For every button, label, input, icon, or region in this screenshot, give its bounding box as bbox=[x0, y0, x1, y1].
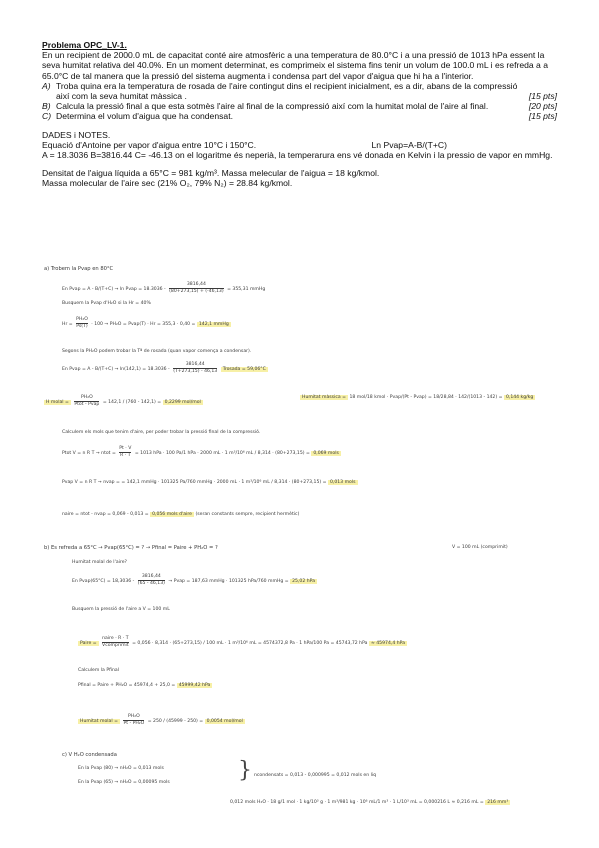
a-ptot-result: 0,069 mols bbox=[313, 451, 339, 456]
b-hmolal bbox=[78, 714, 245, 727]
b-eq bbox=[72, 574, 317, 587]
a-hmass-result: 0,144 kg/kg bbox=[505, 395, 534, 400]
a-dew-den: (T+273,15) - 46,13 bbox=[173, 369, 218, 374]
a-hr-result: 142,1 mmHg bbox=[198, 322, 229, 327]
b-hmolal-num: PH₂O bbox=[123, 714, 144, 721]
c-line1: En la Pvap (80) → nH₂O = 0,013 mols bbox=[78, 766, 164, 771]
a-eq1-num: 3816,44 bbox=[169, 282, 224, 289]
b-hmolal-frac bbox=[123, 714, 144, 727]
c-diff: ncondensats = 0,013 - 0,000995 = 0,012 mols en liq bbox=[254, 773, 377, 778]
a-hmolal-den: Ptot - Pvap bbox=[74, 402, 100, 407]
b-eq-num: 3816,44 bbox=[138, 574, 165, 581]
c-conv bbox=[230, 800, 510, 806]
c-result: 216 mm³ bbox=[487, 800, 509, 805]
a-hr bbox=[62, 317, 231, 330]
b-pfinal-line: Pfinal = Paire + PH₂O = 45974,4 + 25,0 = bbox=[78, 683, 176, 688]
a-hmolal-result: 0,2299 mol/mol bbox=[164, 400, 201, 405]
b-eq-result: 25,02 hPa bbox=[292, 579, 316, 584]
a-eq1-den: (80+273,15) + (-46,13) bbox=[169, 289, 224, 294]
a-hr-right: · 100 → PH₂O = Pvap(T) · Hr = 355,3 · 0,40 = bbox=[91, 322, 196, 327]
b-calc-final: Calculem la Pfinal bbox=[78, 668, 119, 673]
a-hr-left: Hr = bbox=[62, 322, 73, 327]
a-hmolal-frac bbox=[74, 395, 99, 408]
a-dew-note: Segons la PH₂O podem trobar la Tª de rosada (quan vapor comença a condensar). bbox=[62, 349, 252, 354]
a-hr-num: PH₂O bbox=[76, 317, 88, 322]
a-dew-left: En Pvap = A - B/(T+C) → ln(142,1) = 18.3036 - bbox=[62, 367, 170, 372]
question-c bbox=[42, 111, 557, 121]
question-b bbox=[42, 101, 557, 111]
c-heading: c) V H₂O condensada bbox=[62, 752, 117, 758]
antoine-left: Equació d'Antoine per vapor d'aigua entre 10°C i 150°C. bbox=[42, 139, 257, 150]
a-naire bbox=[62, 512, 299, 518]
a-ptot-left: Ptot V = n R T → ntot = bbox=[62, 451, 116, 456]
a-ptot-frac bbox=[119, 446, 131, 459]
b-paire-num: naire · R · T bbox=[102, 636, 129, 641]
a-hmolal-label: H molal = bbox=[46, 400, 69, 405]
b-hmolal-den: Pt - PH₂O bbox=[123, 721, 145, 726]
question-c-text: Determina el volum d'aigua que ha condensat. bbox=[56, 111, 233, 122]
b-paire-label: Paire = bbox=[80, 641, 97, 646]
density-line: Densitat de l'aigua líquida a 65°C = 981 kg/m³. Massa melecular de l'aigua = 18 kg/kmol. bbox=[42, 168, 380, 179]
a-dew-result: Trosada = 59,06°C bbox=[222, 367, 266, 372]
b-hmolal-mid: = 250 / (45999 - 250) = bbox=[147, 719, 204, 724]
a-hmolal-mid: = 142,1 / (760 - 142,1) = bbox=[102, 400, 162, 405]
a-eq1-right: = 355,31 mmHg bbox=[227, 287, 266, 292]
a-eq1 bbox=[62, 282, 265, 295]
c-line2: En la Pvap (65) → nH₂O = 0,00095 mols bbox=[78, 780, 170, 785]
b-eq-mid: → Pvap = 187,63 mmHg · 101325 hPa/760 mmHg = bbox=[168, 579, 289, 584]
b-hmolal-result: 0,0054 mol/mol bbox=[206, 719, 243, 724]
question-c-label: C) bbox=[42, 111, 52, 122]
a-ptot-mid: = 1013 hPa · 100 Pa/1 hPa · 2000 mL · 1 m³/10⁶ mL / 8,314 · (80+273,15) = bbox=[134, 451, 310, 456]
antoine-line bbox=[42, 140, 557, 150]
a-heading: a) Trobem la Pvap en 80°C bbox=[44, 266, 114, 272]
b-paire-den: Vcomprimit bbox=[102, 643, 129, 648]
a-moles-note: Calculem els mols que tenim d'aire, per poder trobar la pressió final de la compressió. bbox=[62, 430, 261, 435]
question-a-label: A) bbox=[42, 80, 51, 91]
question-a-text: Troba quina era la temperatura de rosada de l'aire contingut dins el recipient inicialment, es a dir, abans de la compressió així com la seva humitat màssica . bbox=[56, 80, 518, 102]
a-ptot bbox=[62, 446, 341, 459]
b-eq-left: En Pvap(65°C) = 18,3036 - bbox=[72, 579, 135, 584]
a-hmass-label: Humitat màssica = bbox=[302, 395, 346, 400]
data-title: DADES i NOTES. bbox=[42, 129, 111, 140]
b-pfinal-result: 45999,42 hPa bbox=[178, 683, 211, 688]
b-paire-frac bbox=[102, 636, 129, 649]
a-eq1-left: En Pvap = A - B/(T+C) → ln Pvap = 18.3036 - bbox=[62, 287, 166, 292]
b-pfinal bbox=[78, 683, 212, 689]
a-naire-line: naire = ntot - nvap = 0,069 - 0,013 = bbox=[62, 512, 149, 517]
question-a-points: [15 pts] bbox=[528, 91, 557, 102]
a-pvap-mid: = 142,1 mmHg · 101325 Pa/760 mmHg · 2000 mL · 1 m³/10⁶ mL / 8,314 · (80+273,15) = bbox=[121, 480, 327, 485]
a-naire-note: (seran constants sempre, recipient hermètic) bbox=[195, 512, 300, 517]
a-hmolal-num: PH₂O bbox=[74, 395, 99, 402]
a-hmass-expr: 18 mol/18 kmol · Pvap/(Pt - Pvap) = 18/28,84 · 142/(1013 - 142) = bbox=[349, 395, 503, 400]
a-hr-den: Ps(T) bbox=[76, 324, 88, 329]
a-pvap bbox=[62, 480, 358, 486]
b-hmolal-label: Humitat molal = bbox=[80, 719, 118, 724]
b-humitat: Humitat molal de l'aire? bbox=[72, 560, 127, 565]
b-paire-mid: = 0,056 · 8,314 · (65+273,15) / 100 mL · 1 m³/10⁶ mL = 4574372,8 Pa · 1 hPa/100 Pa = 45743,72 hPa bbox=[132, 641, 368, 646]
problem-statement bbox=[42, 40, 557, 189]
a-naire-result: 0,056 mols d'aire bbox=[152, 512, 192, 517]
a-hmass bbox=[300, 395, 535, 401]
a-eq1-frac bbox=[169, 282, 224, 295]
a-ptot-den: R · T bbox=[120, 453, 131, 458]
air-mass-line: Massa molecular de l'aire sec (21% O₂, 79% N₂) = 28.84 kg/kmol. bbox=[42, 178, 293, 189]
antoine-right: Ln Pvap=A-B/(T+C) bbox=[371, 139, 447, 150]
a-hmolal bbox=[44, 395, 203, 408]
b-volume: V = 100 mL (comprimit) bbox=[452, 545, 508, 550]
problem-title: Problema OPC_LV-1. bbox=[42, 40, 127, 50]
c-brace: } bbox=[238, 758, 252, 783]
a-dew-num: 3816,44 bbox=[173, 362, 217, 369]
c-conv-text: 0,012 mols H₂O · 18 g/1 mol · 1 kg/10³ g · 1 m³/981 kg · 10⁶ mL/1 m³ · 1 L/10³ mL = 0,000216 L ≈ 0,216 mL = bbox=[230, 800, 484, 805]
question-a bbox=[42, 81, 557, 101]
question-b-text: Calcula la pressió final a que esta sotmès l'aire al final de la compressió així com la humitat molal de l'aire al final. bbox=[56, 101, 489, 112]
a-dew-frac bbox=[173, 362, 217, 375]
b-paire-result: ≈ 45974,4 hPa bbox=[370, 641, 406, 646]
b-eq-frac bbox=[138, 574, 165, 587]
a-hr-frac bbox=[76, 317, 88, 330]
question-c-points: [15 pts] bbox=[528, 111, 557, 122]
constants-line: A = 18.3036 B=3816.44 C= -46.13 on el logaritme és neperià, la temperarura ens vé donada en Kelvin i la pressio de vapor en mmHg. bbox=[42, 150, 553, 161]
question-b-points: [20 pts] bbox=[528, 101, 557, 112]
a-pvap-result: 0,013 mols bbox=[329, 480, 356, 485]
b-eq-den: (65 - 46,13) bbox=[137, 581, 165, 586]
b-heading: b) Es refreda a 65°C → Pvap(65°C) = ? → Pfinal = Paire + PH₂O = ? bbox=[44, 545, 218, 551]
a-dew bbox=[62, 362, 268, 375]
a-ptot-num: Pt · V bbox=[119, 446, 132, 451]
problem-intro: En un recipient de 2000.0 mL de capacitat conté aire atmosfèric a una temperatura de 80.0°C i a una pressió de 1013 hPa essent la seva humitat relativa del 40.0%. En un moment determinat, es comprimeix el sistema fins tenir un volum de 100.0 mL i es refreda a a 65.0°C de tal manera que la pressió del sistema augmenta i condensa part del vapor d'aigua que hi ha a l'interior. bbox=[42, 50, 548, 81]
a-search: Busquem la Pvap d'H₂O si la Hr = 40% bbox=[62, 301, 151, 306]
b-search: Busquem la pressió de l'aire a V = 100 mL bbox=[72, 607, 170, 612]
b-paire bbox=[78, 636, 407, 649]
a-pvap-left: Pvap V = n R T → nvap = bbox=[62, 480, 120, 485]
question-b-label: B) bbox=[42, 101, 51, 112]
